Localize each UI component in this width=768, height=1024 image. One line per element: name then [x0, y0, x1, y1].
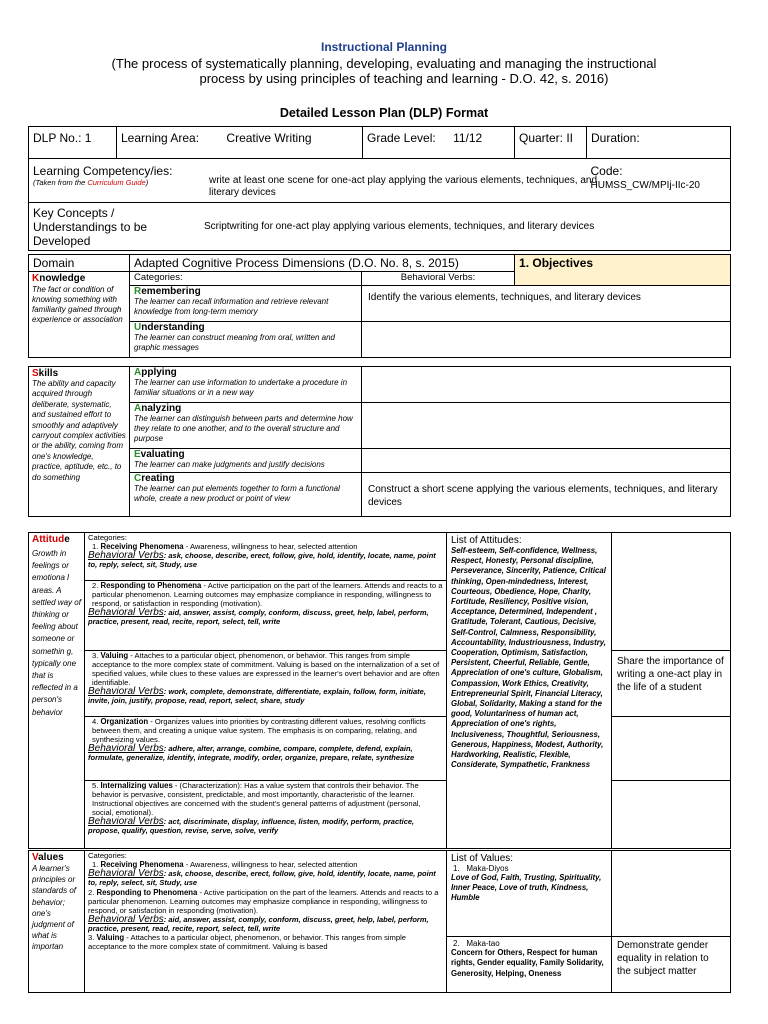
creating-desc: The learner can put elements together to form a functional whole, create a new product or point of view — [134, 484, 340, 503]
creating-rest: reating — [141, 473, 175, 484]
code-value: HUMSS_CW/MPIj-IIc-20 — [590, 180, 700, 191]
grade-level-label: Grade Level: — [367, 131, 436, 145]
values-categories-label: Categories: — [88, 851, 127, 860]
remembering-title — [134, 286, 357, 297]
creating-initial: C — [134, 473, 142, 484]
values-domain — [29, 851, 85, 993]
evaluating-cell — [130, 449, 362, 473]
skills-desc: The ability and capacity acquired through deliberate, systematic, and sustained effort to smoothly and adaptively carryout complex activities or the ability, coming from one's knowledge, practice, aptitude, etc., to do something — [32, 379, 126, 482]
c1-title: Receiving Phenomena — [100, 542, 184, 551]
maka-diyos: 1. Maka-Diyos — [453, 864, 509, 873]
skills-table — [28, 366, 731, 517]
v-c3-title: Valuing — [96, 933, 125, 942]
competency-text: write at least one scene for one-act play applying the various elements, techniques, and literary devices — [209, 175, 598, 198]
values-desc: A learner's principles or standards of behavior; one's judgment of what is importan — [32, 864, 77, 952]
knowledge-desc: The fact or condition of knowing something with familiarity gained through experience or association — [32, 285, 123, 324]
note-guide: Curriculum Guide — [87, 178, 146, 187]
c2-title: Responding to Phenomena — [100, 581, 202, 590]
attitude-table — [28, 532, 731, 849]
v-c1-verbs-label: Behavioral Verbs — [88, 868, 164, 879]
competency-cell — [29, 159, 598, 203]
c1-verbs: ask, choose, describe, erect, follow, give, hold, identify, locate, name, point to, reply, select, sit, Study, use — [88, 551, 436, 569]
remembering-initial: R — [134, 286, 142, 297]
attitude-cat-4 — [85, 717, 447, 781]
applying-desc: The learner can use information to undertake a procedure in familiar situations or in a new way — [134, 378, 348, 397]
concepts-text: Scriptwriting for one-act play applying various elements, techniques, and literary devices — [204, 221, 595, 232]
attitude-title — [32, 534, 81, 546]
attitude-c2-verbs: Behavioral Verbs: aid, answer, assist, comply, conform, discuss, greet, help, label, perform, practice, present, read, recite, report, select, tell, write — [88, 607, 429, 626]
applying-cell — [130, 367, 362, 403]
values-c3-text: 3. Valuing - Attaches to a particular object, phenomenon, or behavior. This ranges from simple acceptance to the more complex state of commitment. Valuing is based — [88, 933, 407, 951]
analyzing-title — [134, 403, 357, 414]
values-initial: V — [32, 852, 39, 863]
c4-verbs-label: Behavioral Verbs — [88, 743, 164, 754]
format-title: Detailed Lesson Plan (DLP) Format — [279, 106, 489, 120]
v-c1-text: - Awareness, willingness to hear, selected attention — [183, 860, 358, 869]
analyzing-objective — [362, 403, 731, 449]
c5-title: Internalizing values — [100, 781, 173, 790]
attitude-objective: Share the importance of writing a one-act play in the life of a student — [612, 651, 731, 717]
attitude-c1-text: 1. Receiving Phenomena - Awareness, willingness to hear, selected attention — [92, 542, 358, 551]
attitude-desc: Growth in feelings or emotiona l areas. A settled way of thinking or feeling about someone or somethin g, typically one that is reflected in a person's behavior — [32, 549, 81, 717]
remembering-cell — [130, 286, 362, 322]
understanding-title — [134, 322, 357, 333]
grade-level — [363, 127, 515, 159]
v-c2-verbs-label: Behavioral Verbs — [88, 914, 164, 925]
understanding-desc: The learner can construct meaning from oral, written and graphic messages — [134, 333, 335, 352]
c3-text: - Attaches to a particular object, phenomenon, or behavior. This ranges from simple acceptance to the more complex state of commitment. Valuing is based on the internalization of a set of specified values, while clues to these values are expressed in the learner's overt behavior and are often identifiable. — [92, 651, 440, 687]
dlp-number: DLP No.: 1 — [29, 127, 117, 159]
subtitle-line-1: (The process of systematically planning, developing, evaluating and managing the instructional — [111, 56, 657, 71]
applying-title — [134, 367, 357, 378]
learning-area-label: Learning Area: — [121, 131, 200, 145]
values-tao-cell — [447, 937, 612, 993]
knowledge-rest: nowledge — [39, 273, 86, 284]
subtitle-line-2: process by using principles of teaching and learning - D.O. 42, s. 2016) — [199, 71, 609, 86]
attitude-c5-text: 5. Internalizing values - (Characterization): Has a value system that controls their behavior. The behavior is pervasive, consistent, predictable, and most importantly, characteristic of the learner. Instructional objectives are concerned with the student's general patterns of adjustment (personal, social, emotional). — [92, 781, 421, 817]
v-c2-title: Responding to Phenomena — [96, 888, 198, 897]
v-c2-text: - Active participation on the part of the learners. Attends and reacts to a particular phenomenon. Learning outcomes may emphasize compliance in responding, willingness to respond, or satisfaction in responding (motivation). — [88, 888, 439, 915]
understanding-objective — [362, 322, 731, 358]
attitude-cat-2 — [85, 581, 447, 651]
code-cell — [587, 159, 731, 203]
dimensions-header: Adapted Cognitive Process Dimensions (D.O. No. 8, s. 2015) — [130, 255, 515, 272]
c1-text: - Awareness, willingness to hear, selected attention — [183, 542, 358, 551]
attitude-c1-verbs: Behavioral Verbs: ask, choose, describe, erect, follow, give, hold, identify, locate, name, point to, reply, select, sit, Study, use — [88, 550, 436, 569]
learning-area-value: Creative Writing — [226, 131, 312, 145]
attitude-domain — [29, 533, 85, 849]
skills-initial: S — [32, 368, 39, 379]
competency-label: Learning Competency/ies: — [33, 164, 173, 178]
maka-tao-label: Maka-tao — [466, 939, 500, 948]
attitude-obj-5 — [612, 781, 731, 849]
evaluating-desc: The learner can make judgments and justify decisions — [134, 460, 325, 469]
c2-verbs-label: Behavioral Verbs — [88, 607, 164, 618]
values-categories — [85, 851, 447, 993]
c2-verbs: aid, answer, assist, comply, conform, discuss, greet, help, label, perform, practice, present, read, recite, report, select, tell, write — [88, 608, 429, 626]
c5-verbs-label: Behavioral Verbs — [88, 816, 164, 827]
attitude-rest: e — [64, 534, 70, 545]
remembering-rest: emembering — [141, 286, 201, 297]
attitude-cat-5 — [85, 781, 447, 849]
values-c1-verbs: Behavioral Verbs: ask, choose, describe, erect, follow, give, hold, identify, locate, name, point to, reply, select, sit, Study, use — [88, 868, 436, 887]
understanding-initial: U — [134, 322, 142, 333]
attitude-c3-verbs: Behavioral Verbs: work, complete, demonstrate, differentiate, explain, follow, form, initiate, invite, join, justify, propose, read, report, select, share, study — [88, 686, 426, 705]
values-title — [32, 852, 81, 863]
quarter-text: Quarter: II — [519, 131, 574, 145]
knowledge-table — [28, 254, 731, 358]
v-c1-title: Receiving Phenomena — [100, 860, 184, 869]
values-c2-text: 2. Responding to Phenomena - Active participation on the part of the learners. Attends and reacts to a particular phenomenon. Learning outcomes may emphasize compliance in responding, willingness to respond, or satisfaction in responding (motivation). — [88, 888, 439, 915]
skills-title — [32, 368, 126, 379]
values-c2-verbs: Behavioral Verbs: aid, answer, assist, comply, conform, discuss, greet, help, label, perform, practice, present, read, recite, report, select, tell, write — [88, 914, 429, 933]
page-subtitle — [0, 56, 768, 86]
maka-diyos-list: Love of God, Faith, Trusting, Spirituality, Inner Peace, Love of truth, Kindness, Humble — [451, 873, 602, 903]
values-c1-text: 1. Receiving Phenomena - Awareness, willingness to hear, selected attention — [92, 860, 358, 869]
values-table — [28, 850, 731, 993]
c3-verbs: work, complete, demonstrate, differentiate, explain, follow, form, initiate, invite, join, justify, propose, read, report, select, share, study — [88, 687, 426, 705]
attitudes-list-label: List of Attitudes: — [451, 535, 522, 546]
evaluating-initial: E — [134, 449, 141, 460]
duration: Duration: — [587, 127, 731, 159]
domain-header: Domain — [29, 255, 130, 272]
knowledge-domain — [29, 272, 130, 358]
c4-verbs: adhere, alter, arrange, combine, compare, complete, defend, explain, formulate, generalize, identify, integrate, modify, order, organize, prepare, relate, synthesize — [88, 744, 415, 762]
note-prefix: (Taken from the — [33, 178, 88, 187]
c4-text: - Organizes values into priorities by contrasting different values, resolving conflicts between them, and creating a unique value system. The emphasis is on comparing, relating, and synthesizing values. — [92, 717, 426, 744]
evaluating-title — [134, 449, 357, 460]
understanding-rest: nderstanding — [141, 322, 205, 333]
c4-title: Organization — [100, 717, 149, 726]
attitude-c4-text: 4. Organization - Organizes values into priorities by contrasting different values, resolving conflicts between them, and creating a unique value system. The emphasis is on comparing, relating, and synthesizing values. — [92, 717, 426, 744]
values-diyos-cell — [447, 851, 612, 937]
knowledge-initial: K — [32, 273, 40, 284]
dlp-header-table — [28, 126, 731, 251]
values-rest: alues — [38, 852, 64, 863]
analyzing-rest: nalyzing — [141, 403, 182, 414]
v-c2-verbs: aid, answer, assist, comply, conform, discuss, greet, help, label, perform, practice, present, read, recite, report, select, tell, write — [88, 915, 429, 933]
attitude-categories-label: Categories: — [88, 533, 127, 542]
attitude-c4-verbs: Behavioral Verbs: adhere, alter, arrange, combine, compare, complete, defend, explain, formulate, generalize, identify, integrate, modify, order, organize, prepare, relate, synthesize — [88, 743, 415, 762]
attitude-cat-3 — [85, 651, 447, 717]
creating-cell — [130, 473, 362, 517]
attitude-obj-4 — [612, 717, 731, 781]
page-title: Instructional Planning — [320, 40, 447, 54]
remembering-objective: Identify the various elements, techniques, and literary devices — [362, 286, 731, 322]
creating-title — [134, 473, 357, 484]
applying-objective — [362, 367, 731, 403]
c1-verbs-label: Behavioral Verbs — [88, 550, 164, 561]
c3-title: Valuing — [100, 651, 129, 660]
c3-verbs-label: Behavioral Verbs — [88, 686, 164, 697]
c5-verbs: act, discriminate, display, influence, listen, modify, perform, practice, propose, qualify, question, revise, serve, solve, verify — [88, 817, 415, 835]
c5-text: - (Characterization): Has a value system that controls their behavior. The behavior is pervasive, consistent, predictable, and most importantly, characteristic of the learner. Instructional objectives are concerned with the student's general patterns of adjustment (personal, social, emotional). — [92, 781, 421, 817]
evaluating-objective — [362, 449, 731, 473]
analyzing-desc: The learner can distinguish between parts and determine how they relate to one another, and to the overall structure and purpose — [134, 414, 353, 443]
applying-rest: pplying — [141, 367, 177, 378]
grade-level-value: 11/12 — [453, 131, 483, 145]
maka-tao-list: Concern for Others, Respect for human rights, Gender equality, Family Solidarity, Generosity, Helping, Oneness — [451, 948, 604, 978]
analyzing-cell — [130, 403, 362, 449]
c2-text: - Active participation on the part of the learners. Attends and reacts to a particular phenomenon. Learning outcomes may emphasize compliance in responding, willingness to respond, or satisfaction in responding (motivation). — [92, 581, 443, 608]
v-c3-text: - Attaches to a particular object, phenomenon, or behavior. This ranges from simple acceptance to the more complex state of commitment. Valuing is based — [88, 933, 407, 951]
knowledge-title — [32, 273, 126, 284]
values-objective: Demonstrate gender equality in relation to the subject matter — [612, 937, 731, 993]
quarter — [515, 127, 587, 159]
attitude-obj-mid — [612, 581, 731, 651]
understanding-cell — [130, 322, 362, 358]
objectives-header: 1. Objectives — [515, 255, 731, 286]
values-obj-top — [612, 851, 731, 937]
evaluating-rest: valuating — [140, 449, 185, 460]
maka-tao: 2. Maka-tao — [453, 939, 500, 948]
attitudes-list: Self-esteem, Self-confidence, Wellness, Respect, Honesty, Personal discipline, Perseverance, Sincerity, Patience, Critical thinking, Open-mindedness, Interest, Courteous, Obedience, Hope, Charity, Fortitude, Resiliency, Positive vision, Acceptance, Determined, Independent , Gratitude, Tolerant, Cautious, Decisive, Self-Control, Calmness, Responsibility, Accountability, Industriousness, Industry, Cooperation, Optimism, Satisfaction, Persistent, Cheerful, Reliable, Gentle, Appreciation of one's culture, Globalism, Compassion, Work Ethics, Creativity, Entrepreneurial Spirit, Financial Literacy, Global, Solidarity, Making a stand for the good, Voluntariness of human act, Appreciation of one's rights, Inclusiveness, Thoughtful, Seriousness, Generous, Happiness, Modest, Authority, Hardworking, Realistic, Flexible, Considerate, Sympathetic, Frankness — [451, 546, 606, 770]
concepts-label: Key Concepts / Understandings to be Developed — [33, 206, 148, 248]
attitudes-list-cell — [447, 533, 612, 849]
attitude-c3-text: 3. Valuing - Attaches to a particular object, phenomenon, or behavior. This ranges from simple acceptance to the more complex state of commitment. Valuing is based on the internalization of a set of specified values, while clues to these values are expressed in the learner's overt behavior and are often identifiable. — [92, 651, 440, 687]
attitude-obj-top — [612, 533, 731, 581]
skills-domain — [29, 367, 130, 517]
remembering-desc: The learner can recall information and retrieve relevant knowledge from long-term memory — [134, 297, 329, 316]
attitude-c5-verbs: Behavioral Verbs: act, discriminate, display, influence, listen, modify, perform, practice, propose, qualify, question, revise, serve, solve, verify — [88, 816, 415, 835]
attitude-initial: Attitud — [32, 534, 65, 545]
values-list-label: List of Values: — [451, 853, 514, 864]
categories-header: Categories: — [130, 272, 362, 286]
analyzing-initial: A — [134, 403, 142, 414]
skills-rest: kills — [38, 368, 59, 379]
learning-area — [117, 127, 363, 159]
maka-diyos-label: Maka-Diyos — [466, 864, 509, 873]
concepts-cell — [29, 203, 731, 251]
behavioral-verbs-header: Behavioral Verbs: — [362, 272, 515, 286]
note-suffix: ) — [145, 178, 149, 187]
code-label: Code: — [590, 164, 623, 178]
applying-initial: A — [134, 367, 142, 378]
creating-objective: Construct a short scene applying the various elements, techniques, and literary devices — [362, 473, 731, 517]
attitude-cat-1 — [85, 533, 447, 581]
attitude-c2-text: 2. Responding to Phenomena - Active participation on the part of the learners. Attends and reacts to a particular phenomenon. Learning outcomes may emphasize compliance in responding, willingness to respond, or satisfaction in responding (motivation). — [92, 581, 443, 608]
v-c1-verbs: ask, choose, describe, erect, follow, give, hold, identify, locate, name, point to, reply, select, sit, Study, use — [88, 869, 436, 887]
